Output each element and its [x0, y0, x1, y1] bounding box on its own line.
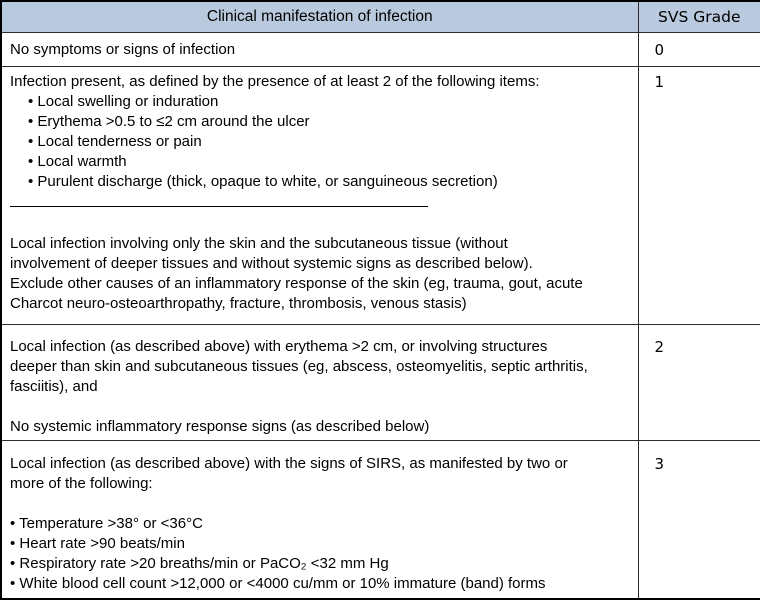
grade-cell: 0 — [638, 32, 760, 66]
table-row — [1, 66, 760, 324]
divider-line — [10, 206, 428, 207]
bullet-item: • Local tenderness or pain — [28, 132, 202, 150]
text-line: Local infection (as described above) with erythema >2 cm, or involving structures — [10, 338, 548, 356]
bullet-item: • Purulent discharge (thick, opaque to white, or sanguineous secretion) — [28, 172, 498, 190]
grade-cell: 3 — [638, 441, 760, 599]
bullet-item: • White blood cell count >12,000 or <4000 cu/mm or 10% immature (band) forms — [10, 575, 546, 593]
text-line: more of the following: — [10, 475, 153, 493]
table-row — [1, 441, 760, 599]
text-line: Infection present, as defined by the presence of at least 2 of the following items: — [10, 72, 540, 90]
table-header-row — [1, 1, 760, 32]
text-line: No symptoms or signs of infection — [10, 40, 236, 58]
bullet-item: • Respiratory rate >20 breaths/min or PaCO₂ <32 mm Hg — [10, 555, 389, 573]
text-line: involvement of deeper tissues and without systemic signs as described below). — [10, 254, 533, 272]
table-row — [1, 32, 760, 66]
manifestation-cell — [1, 32, 638, 66]
paragraph — [10, 234, 630, 314]
text-line: Local infection involving only the skin and the subcutaneous tissue (without — [10, 234, 508, 252]
paragraph — [10, 417, 630, 437]
spacer — [10, 494, 630, 514]
manifestation-cell — [1, 66, 638, 324]
manifestation-cell — [1, 325, 638, 441]
bullet-item: • Erythema >0.5 to ≤2 cm around the ulcer — [28, 112, 310, 130]
text-line: deeper than skin and subcutaneous tissues (eg, abscess, osteomyelitis, septic arthritis, — [10, 358, 588, 376]
paragraph — [10, 72, 630, 92]
paragraph — [10, 454, 630, 494]
text-line: Local infection (as described above) with the signs of SIRS, as manifested by two or — [10, 455, 568, 473]
bullet-list — [10, 514, 630, 594]
table-row — [1, 325, 760, 441]
table-body — [1, 32, 760, 599]
header-clinical-manifestation: Clinical manifestation of infection — [1, 1, 638, 32]
grade-cell: 2 — [638, 325, 760, 441]
bullet-item: • Local swelling or induration — [28, 92, 219, 110]
paragraph — [10, 337, 630, 397]
paragraph — [10, 40, 630, 60]
bullet-list — [10, 92, 630, 192]
grade-cell: 1 — [638, 66, 760, 324]
spacer — [10, 397, 630, 417]
text-line: Charcot neuro-osteoarthropathy, fracture, thrombosis, venous stasis) — [10, 294, 467, 312]
header-svs-grade: SVS Grade — [638, 1, 760, 32]
text-line: No systemic inflammatory response signs (as described below) — [10, 418, 430, 436]
text-line: fasciitis), and — [10, 378, 98, 396]
text-line: Exclude other causes of an inflammatory response of the skin (eg, trauma, gout, acute — [10, 274, 583, 292]
manifestation-cell — [1, 441, 638, 599]
bullet-item: • Temperature >38° or <36°C — [10, 515, 203, 533]
bullet-item: • Local warmth — [28, 152, 127, 170]
bullet-item: • Heart rate >90 beats/min — [10, 535, 185, 553]
